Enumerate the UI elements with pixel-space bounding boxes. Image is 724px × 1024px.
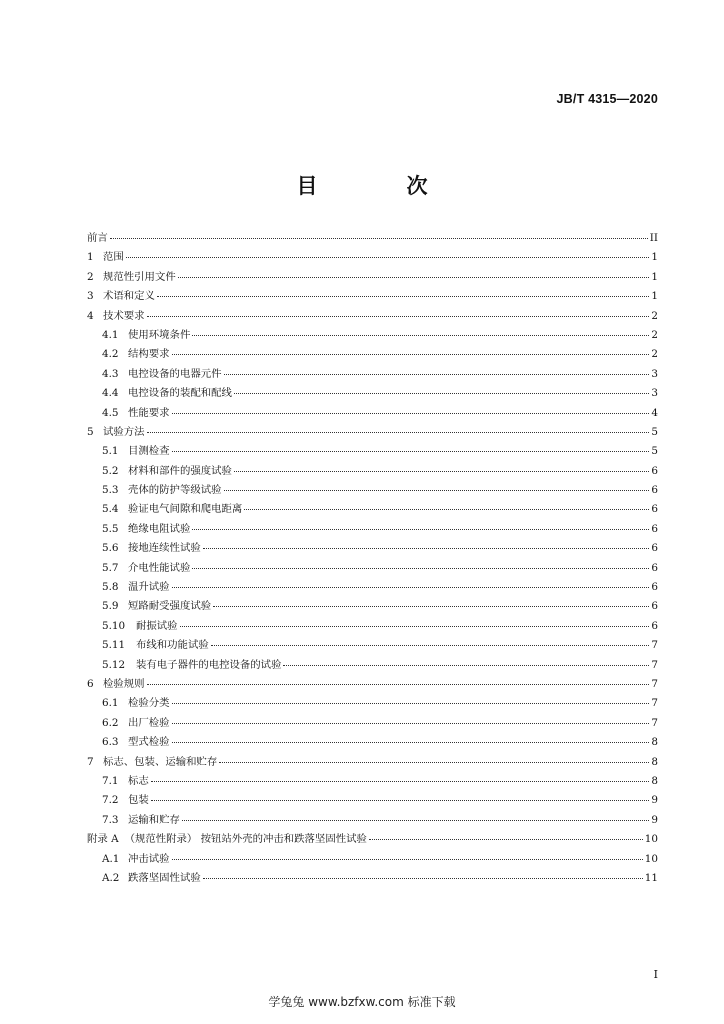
toc-entry[interactable] [87, 500, 658, 519]
toc-entry[interactable] [87, 423, 658, 442]
toc-entry[interactable] [87, 345, 658, 364]
toc-entry-label: 型式检验 [128, 736, 170, 749]
toc-entry-label: 跌落坚固性试验 [128, 871, 201, 884]
toc-entry-number: 5.3 [102, 484, 119, 497]
toc-entry-number: A.1 [102, 852, 120, 865]
toc-entry-label: 温升试验 [128, 581, 170, 594]
toc-leader-dots [192, 568, 649, 569]
toc-entry-label: 验证电气间隙和爬电距离 [128, 503, 243, 516]
toc-entry-page: 6 [651, 484, 658, 497]
toc-leader-dots [203, 878, 643, 879]
toc-entry-number: 5.4 [102, 503, 119, 516]
toc-entry[interactable] [87, 830, 658, 849]
toc-entry[interactable] [87, 442, 658, 461]
toc-entry-page: 6 [651, 600, 658, 613]
toc-entry-label: 装有电子器件的电控设备的试验 [136, 658, 282, 671]
toc-entry-page: 7 [651, 697, 658, 710]
toc-entry-number: 1 [87, 251, 94, 264]
toc-entry-label: 绝缘电阻试验 [128, 522, 191, 535]
toc-entry[interactable] [87, 733, 658, 752]
toc-entry-page: 9 [651, 813, 658, 826]
toc-entry-number: 5.5 [102, 522, 119, 535]
toc-entry-page: 1 [651, 290, 658, 303]
toc-entry[interactable] [87, 675, 658, 694]
toc-leader-dots [147, 316, 650, 317]
toc-entry-number: 4.3 [102, 367, 119, 380]
toc-entry[interactable] [87, 307, 658, 326]
toc-entry-number: 4.4 [102, 387, 119, 400]
table-of-contents [87, 229, 658, 888]
toc-leader-dots [172, 723, 650, 724]
toc-entry-page: 5 [651, 425, 658, 438]
toc-entry[interactable] [87, 636, 658, 655]
toc-entry[interactable] [87, 597, 658, 616]
toc-entry-number: 5.8 [102, 581, 119, 594]
toc-entry[interactable] [87, 772, 658, 791]
toc-leader-dots [147, 432, 650, 433]
toc-entry[interactable] [87, 694, 658, 713]
toc-leader-dots [178, 277, 650, 278]
toc-entry-label: 布线和功能试验 [136, 639, 209, 652]
toc-entry-label: 术语和定义 [103, 290, 155, 303]
toc-entry-number: 4.1 [102, 328, 119, 341]
toc-entry-label: 目测检查 [128, 445, 170, 458]
toc-entry-page: 9 [651, 794, 658, 807]
toc-entry-label: 介电性能试验 [128, 561, 191, 574]
toc-entry-number: 5 [87, 425, 94, 438]
toc-leader-dots [151, 781, 650, 782]
toc-entry-page: 11 [644, 871, 658, 884]
toc-entry[interactable] [87, 811, 658, 830]
toc-entry-label: 规范性引用文件 [103, 270, 176, 283]
toc-title: 目 次 [296, 174, 462, 198]
toc-entry-number: 6.1 [102, 697, 119, 710]
toc-leader-dots [110, 238, 648, 239]
toc-entry-page: 3 [651, 387, 658, 400]
toc-entry[interactable] [87, 617, 658, 636]
toc-entry-page: 7 [651, 716, 658, 729]
toc-leader-dots [126, 257, 650, 258]
toc-entry[interactable] [87, 481, 658, 500]
toc-entry[interactable] [87, 404, 658, 423]
toc-entry-number: 4.5 [102, 406, 119, 419]
toc-entry-label: 出厂检验 [128, 716, 170, 729]
toc-entry-label: 使用环境条件 [128, 328, 191, 341]
toc-entry-page: 6 [651, 581, 658, 594]
toc-leader-dots [172, 451, 650, 452]
toc-entry-number: 7.1 [102, 774, 119, 787]
toc-entry-page: 8 [651, 736, 658, 749]
toc-entry-page: 7 [651, 658, 658, 671]
toc-entry-page: 1 [651, 251, 658, 264]
toc-entry[interactable] [87, 850, 658, 869]
toc-entry-label: 技术要求 [103, 309, 145, 322]
toc-leader-dots [157, 296, 649, 297]
toc-entry-label: 范围 [103, 251, 124, 264]
toc-entry[interactable] [87, 791, 658, 810]
toc-entry-label: 前言 [87, 232, 108, 244]
toc-entry[interactable] [87, 578, 658, 597]
toc-entry-label: 接地连续性试验 [128, 542, 201, 555]
toc-entry-page: 5 [651, 445, 658, 458]
toc-entry-page: 10 [644, 852, 658, 865]
toc-entry-label: 短路耐受强度试验 [128, 600, 212, 613]
toc-leader-dots [234, 393, 649, 394]
toc-leader-dots [369, 839, 643, 840]
toc-entry-number: 4.2 [102, 348, 119, 361]
toc-entry-number: 7.3 [102, 813, 119, 826]
toc-entry-label: 壳体的防护等级试验 [128, 484, 222, 497]
toc-entry-number: 5.12 [102, 658, 126, 671]
toc-leader-dots [192, 529, 649, 530]
toc-entry-label: 结构要求 [128, 348, 170, 361]
toc-entry[interactable] [87, 365, 658, 384]
toc-entry-number: 6.2 [102, 716, 119, 729]
toc-entry-page: 6 [651, 464, 658, 477]
toc-entry[interactable] [87, 268, 658, 287]
toc-entry[interactable] [87, 287, 658, 306]
toc-entry-number: 5.10 [102, 619, 126, 632]
toc-entry-label: 性能要求 [128, 406, 170, 419]
toc-entry-label: 标志、包装、运输和贮存 [103, 755, 218, 768]
toc-entry-number: 5.7 [102, 561, 119, 574]
toc-entry[interactable] [87, 248, 658, 267]
toc-entry-page: 2 [651, 309, 658, 322]
toc-entry-page: 6 [651, 522, 658, 535]
toc-leader-dots [283, 665, 649, 666]
toc-entry[interactable] [87, 753, 658, 772]
toc-entry-label: 冲击试验 [128, 852, 170, 865]
footer-watermark: 学兔兔 www.bzfxw.com 标准下载 [268, 995, 456, 1009]
toc-entry[interactable] [87, 869, 658, 888]
toc-entry-page: II [649, 232, 658, 244]
toc-leader-dots [172, 703, 650, 704]
toc-entry-page: 1 [651, 270, 658, 283]
toc-entry-number: 5.11 [102, 639, 126, 652]
toc-entry-label: 电控设备的装配和配线 [128, 387, 232, 400]
toc-entry-page: 6 [651, 503, 658, 516]
toc-entry[interactable] [87, 539, 658, 558]
toc-leader-dots [224, 490, 650, 491]
toc-entry-label: （规范性附录） 按钮站外壳的冲击和跌落坚固性试验 [124, 833, 367, 846]
toc-entry-label: 运输和贮存 [128, 813, 180, 826]
toc-entry-number: 4 [87, 309, 94, 322]
toc-entry-number: 6 [87, 677, 94, 690]
toc-entry-number: A.2 [102, 871, 120, 884]
toc-leader-dots [151, 800, 650, 801]
toc-entry[interactable] [87, 656, 658, 675]
toc-entry-page: 4 [651, 406, 658, 419]
toc-entry-page: 8 [651, 755, 658, 768]
toc-leader-dots [224, 374, 650, 375]
page-number: I [653, 968, 658, 981]
toc-leader-dots [172, 354, 650, 355]
toc-entry-number: 5.6 [102, 542, 119, 555]
toc-leader-dots [172, 413, 650, 414]
toc-entry-page: 10 [644, 833, 658, 846]
toc-leader-dots [172, 859, 643, 860]
toc-entry-number: 3 [87, 290, 94, 303]
toc-leader-dots [182, 820, 649, 821]
toc-leader-dots [219, 762, 649, 763]
toc-entry-number: 7 [87, 755, 94, 768]
toc-leader-dots [244, 509, 649, 510]
toc-leader-dots [180, 626, 650, 627]
toc-entry-label: 试验方法 [103, 425, 145, 438]
toc-entry-number: 5.9 [102, 600, 119, 613]
toc-entry-label: 标志 [128, 774, 149, 787]
toc-entry-label: 电控设备的电器元件 [128, 367, 222, 380]
toc-entry-page: 8 [651, 774, 658, 787]
toc-leader-dots [172, 587, 650, 588]
toc-entry[interactable] [87, 229, 658, 248]
toc-entry-label: 耐振试验 [136, 619, 178, 632]
toc-leader-dots [192, 335, 649, 336]
toc-entry-label: 检验规则 [103, 677, 145, 690]
toc-entry-label: 材料和部件的强度试验 [128, 464, 232, 477]
toc-entry-number: 附录 A [87, 833, 119, 846]
toc-leader-dots [234, 471, 649, 472]
toc-leader-dots [203, 548, 650, 549]
toc-entry[interactable] [87, 520, 658, 539]
toc-leader-dots [211, 645, 650, 646]
toc-entry-page: 7 [651, 677, 658, 690]
toc-entry-page: 6 [651, 619, 658, 632]
toc-entry-number: 2 [87, 270, 94, 283]
toc-leader-dots [172, 742, 650, 743]
toc-entry-number: 5.2 [102, 464, 119, 477]
toc-entry-number: 7.2 [102, 794, 119, 807]
toc-leader-dots [213, 606, 649, 607]
toc-entry-page: 3 [651, 367, 658, 380]
toc-entry-page: 7 [651, 639, 658, 652]
toc-entry[interactable] [87, 462, 658, 481]
toc-entry-page: 6 [651, 542, 658, 555]
toc-entry-label: 检验分类 [128, 697, 170, 710]
toc-entry-number: 5.1 [102, 445, 119, 458]
toc-entry[interactable] [87, 384, 658, 403]
toc-leader-dots [147, 684, 650, 685]
toc-entry[interactable] [87, 714, 658, 733]
toc-entry-number: 6.3 [102, 736, 119, 749]
toc-entry-page: 2 [651, 328, 658, 341]
toc-entry-page: 2 [651, 348, 658, 361]
toc-entry-page: 6 [651, 561, 658, 574]
toc-entry-label: 包装 [128, 794, 149, 807]
document-code: JB/T 4315—2020 [556, 92, 658, 106]
toc-entry[interactable] [87, 326, 658, 345]
toc-entry[interactable] [87, 559, 658, 578]
